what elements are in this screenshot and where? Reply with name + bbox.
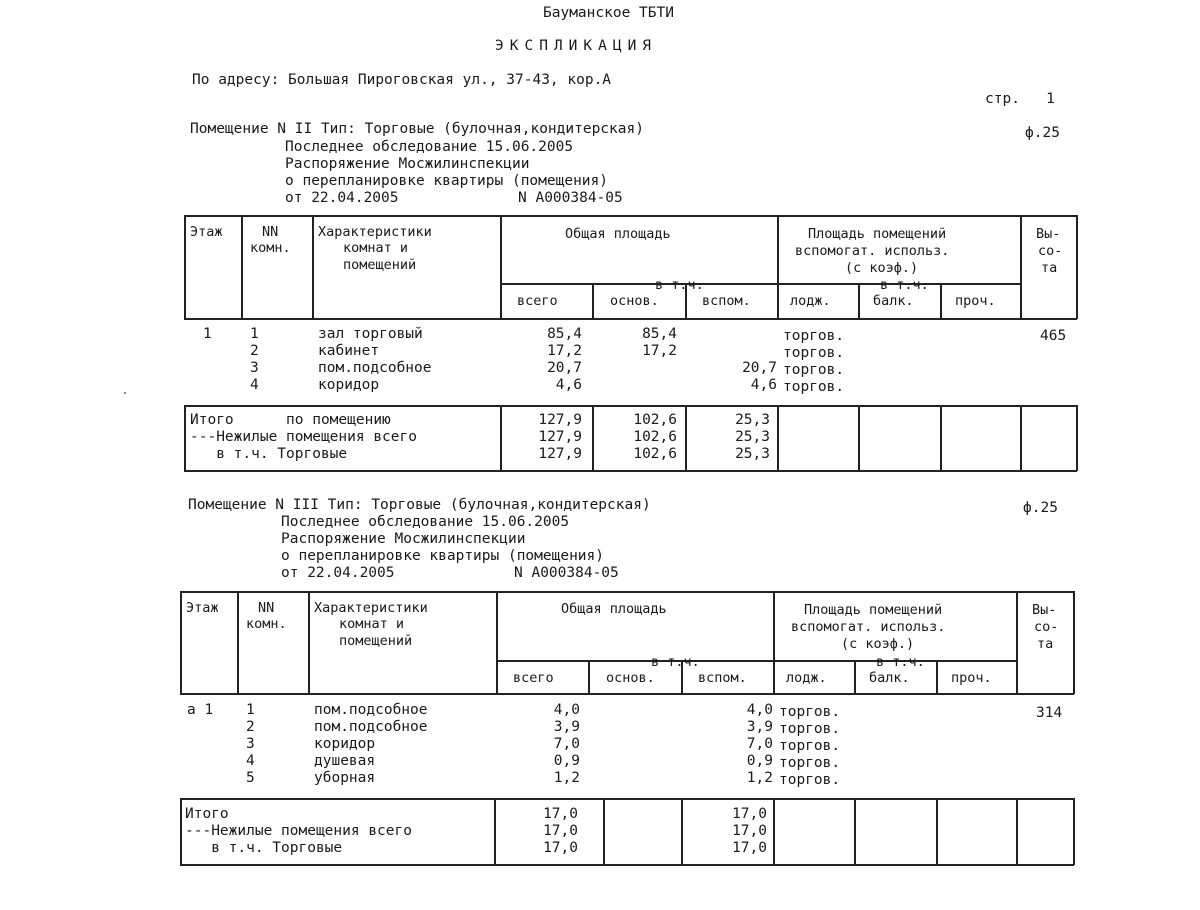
- col-nn-rooms: комн.: [250, 240, 291, 256]
- col-all: всего: [513, 670, 554, 686]
- floor-value: а 1: [187, 702, 214, 718]
- col-height-2: со-: [1034, 619, 1059, 635]
- col-aux-including: в т.ч.: [880, 277, 929, 293]
- form-number: ф.25: [1023, 500, 1058, 516]
- col-all: всего: [517, 293, 558, 309]
- replanning-line: о перепланировке квартиры (помещения): [281, 548, 605, 564]
- col-aux-area-2: вспомогат. использ.: [795, 243, 950, 259]
- col-aux-area: Площадь помещений: [804, 602, 943, 618]
- col-height: Вы-: [1036, 226, 1061, 242]
- col-height-2: со-: [1038, 243, 1063, 259]
- col-aux-area-2: вспомогат. использ.: [791, 619, 946, 635]
- col-other: проч.: [955, 293, 996, 309]
- col-characteristics-3: помещений: [343, 257, 417, 273]
- order-date: от 22.04.2005: [285, 190, 399, 206]
- address-line: По адресу: Большая Пироговская ул., 37-43, кор.А: [192, 72, 612, 88]
- col-height-3: та: [1037, 636, 1054, 652]
- col-nn: NN: [258, 600, 275, 616]
- col-including: в т.ч.: [651, 654, 700, 670]
- col-aux: вспом.: [702, 293, 751, 309]
- replanning-line: о перепланировке квартиры (помещения): [285, 173, 609, 189]
- col-aux-including: в т.ч.: [876, 654, 925, 670]
- col-characteristics-2: комнат и: [339, 616, 405, 632]
- col-characteristics: Характеристики: [314, 600, 428, 616]
- form-number: ф.25: [1025, 125, 1060, 141]
- page-number: стр. 1: [985, 91, 1055, 107]
- col-total-area: Общая площадь: [561, 601, 667, 617]
- last-survey: Последнее обследование 15.06.2005: [285, 139, 574, 155]
- floor-value: 1: [203, 326, 212, 342]
- col-aux-area-3: (с коэф.): [841, 636, 915, 652]
- order-line: Распоряжение Мосжилинспекции: [281, 531, 526, 547]
- order-line: Распоряжение Мосжилинспекции: [285, 156, 530, 172]
- scan-speck: [124, 392, 126, 394]
- col-loggia: лодж.: [790, 293, 831, 309]
- height-value: 465: [1040, 328, 1067, 344]
- col-nn-rooms: комн.: [246, 616, 287, 632]
- col-loggia: лодж.: [786, 670, 827, 686]
- col-other: проч.: [951, 670, 992, 686]
- col-main: основ.: [606, 670, 655, 686]
- col-height: Вы-: [1032, 602, 1057, 618]
- col-balcony: балк.: [869, 670, 910, 686]
- section-title: Помещение N II Тип: Торговые (булочная,кондитерская): [190, 121, 644, 137]
- col-floor: Этаж: [186, 600, 219, 616]
- col-main: основ.: [610, 293, 659, 309]
- col-floor: Этаж: [190, 224, 223, 240]
- col-height-3: та: [1041, 260, 1058, 276]
- col-aux: вспом.: [698, 670, 747, 686]
- col-including: в т.ч.: [655, 277, 704, 293]
- order-date: от 22.04.2005: [281, 565, 395, 581]
- col-characteristics-2: комнат и: [343, 240, 409, 256]
- col-aux-area-3: (с коэф.): [845, 260, 919, 276]
- height-value: 314: [1036, 705, 1063, 721]
- col-aux-area: Площадь помещений: [808, 226, 947, 242]
- document-page: Бауманское ТБТИ ЭКСПЛИКАЦИЯ По адресу: Большая Пироговская ул., 37-43, кор.А стр. 1 Помещение N II Тип: Торговые (булочная,кондитерская) ф.25 Последнее обследование 15.06.2005 Распоряжение Мосжилинспекции о перепланировке квартиры (помещения) от 22.04.2005 N А000384-05 Этаж NN комн. Характеристики комнат и помещений Общая площадь в т.ч. всего основ. вспом. Площадь помещений вспомогат. использ. (с коэф.) в т.ч. лодж. балк. проч. Вы- со- та 1 465 1 зал торговый 85,4 85,4 торгов. 2 кабинет 17,2 17,2 торгов. 3 пом.подсобное 20,7 20,7 торгов. 4 коридор 4,6 4,6 торгов. Итого по помещению 127,9 102,6 25,3 ---Нежилые помещения всего 127,9 102,6 25,3 в т.ч. Торговые 127,9 102,6 25,3 Помещение N III Тип: Торговые (булочная,кондитерская) ф.25 Последнее обследование 15.06.2005 Распоряжение Мосжилинспекции о перепланировке квартиры (помещения) от 22.04.2005 N А000384-05 Этаж NN комн. Характеристики комнат и помещений Общая площадь в т.ч. всего основ. вспом. Площадь помещений вспомогат. использ. (с коэф.) в т.ч. лодж. балк. проч. Вы- со- та а 1 314 1 пом.подсобное 4,0 4,0 торгов. 2 пом.подсобное 3,9 3,9 торгов. 3 коридор 7,0 7,0 торгов. 4 душевая 0,9 0,9 торгов. 5 уборная 1,2 1,2 торгов. Итого 17,0 17,0 ---Нежилые помещения всего 17,0 17,0 в т.ч. Торговые 17,0 17,0: [0, 0, 1200, 910]
- section-title: Помещение N III Тип: Торговые (булочная,кондитерская): [188, 497, 651, 513]
- col-characteristics-3: помещений: [339, 633, 413, 649]
- document-title: ЭКСПЛИКАЦИЯ: [495, 38, 658, 54]
- col-total-area: Общая площадь: [565, 226, 671, 242]
- col-nn: NN: [262, 224, 279, 240]
- last-survey: Последнее обследование 15.06.2005: [281, 514, 570, 530]
- order-number: N А000384-05: [518, 190, 623, 206]
- order-number: N А000384-05: [514, 565, 619, 581]
- org-name: Бауманское ТБТИ: [543, 5, 674, 21]
- col-characteristics: Характеристики: [318, 224, 432, 240]
- col-balcony: балк.: [873, 293, 914, 309]
